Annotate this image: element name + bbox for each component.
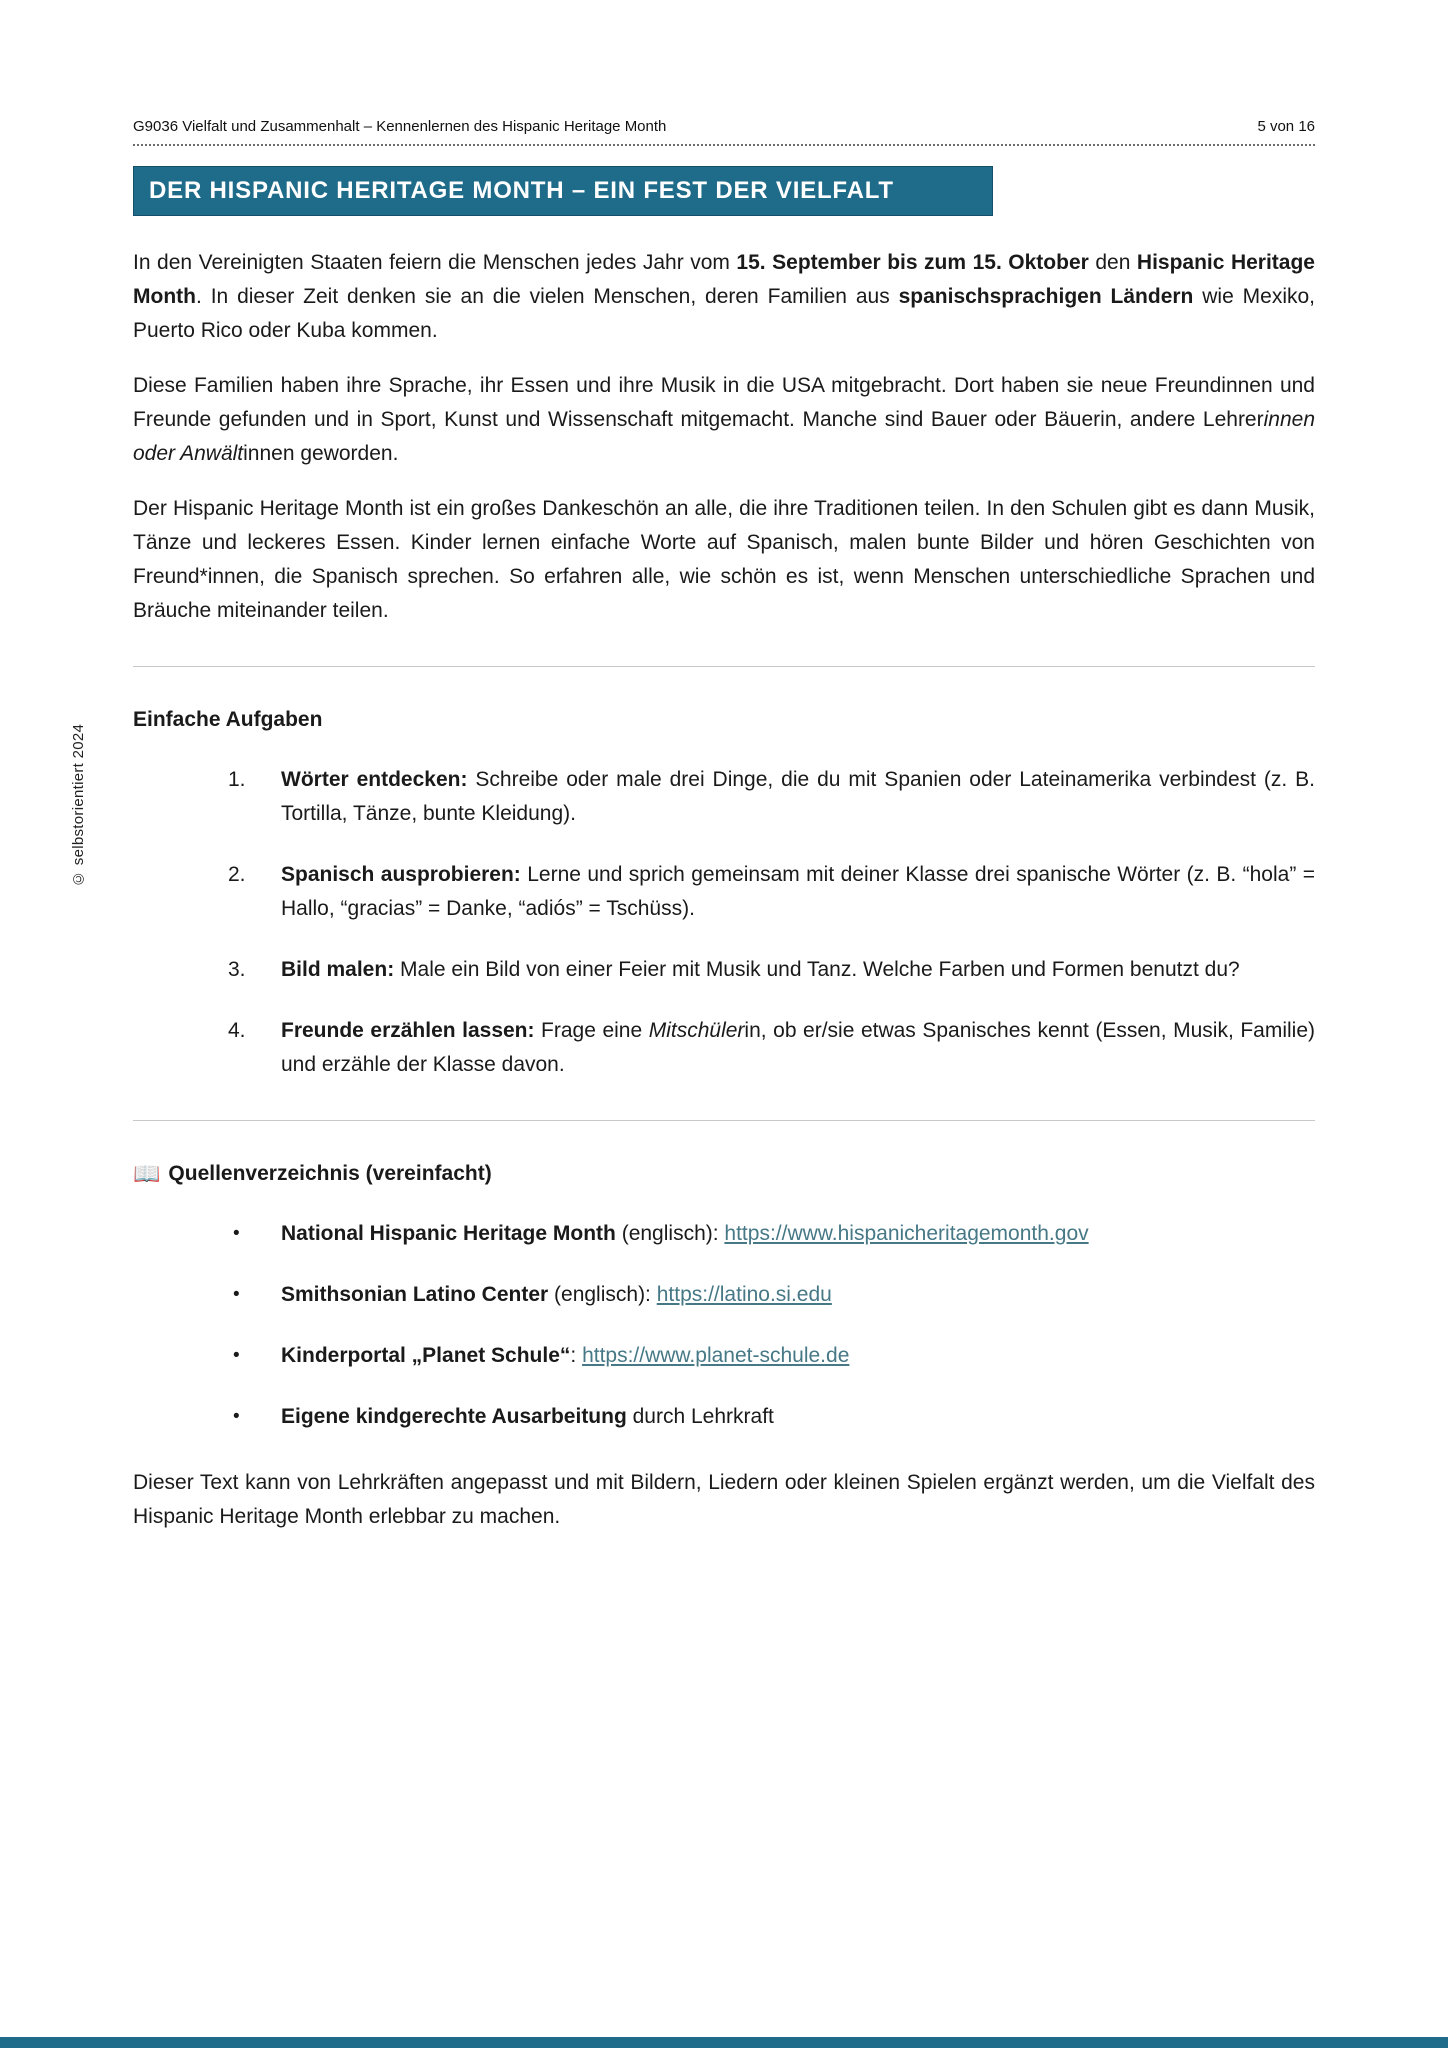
text-segment: 15. September bis zum 15. Oktober bbox=[736, 251, 1089, 274]
text-segment: Eigene kindgerechte Ausarbeitung bbox=[281, 1405, 627, 1428]
source-item bbox=[133, 1400, 1315, 1434]
task-item bbox=[133, 763, 1315, 831]
text-segment: innen geworden. bbox=[243, 442, 399, 465]
source-link[interactable]: https://latino.si.edu bbox=[656, 1283, 832, 1306]
text-segment: Spanisch ausprobieren: bbox=[281, 863, 521, 886]
text-segment: Kinderportal „Planet Schule“ bbox=[281, 1344, 571, 1367]
tasks-heading-label: Einfache Aufgaben bbox=[133, 708, 323, 731]
source-item bbox=[133, 1278, 1315, 1312]
task-item bbox=[133, 1014, 1315, 1082]
text-segment: Schreibe oder male drei Dinge, die du mit Spanien oder Lateinamerika verbindest (z. B. Tortilla, Tänze, bunte Kleidung). bbox=[281, 768, 1315, 825]
section-divider bbox=[133, 1120, 1315, 1121]
intro-paragraph-2 bbox=[133, 369, 1315, 471]
task-item bbox=[133, 953, 1315, 987]
text-segment: Hispanic Heritage Month bbox=[133, 251, 1315, 308]
intro-paragraph-3 bbox=[133, 492, 1315, 628]
bullet-icon: • bbox=[233, 1223, 240, 1244]
source-item bbox=[133, 1217, 1315, 1251]
text-segment: Bild malen: bbox=[281, 958, 395, 981]
text-segment: Der Hispanic Heritage Month ist ein großes Dankeschön an alle, die ihre Traditionen teilen. In den Schulen gibt es dann Musik, Tänze und leckeres Essen. Kinder lernen einfache Worte auf Spanisch, malen bunte Bilder und hören Geschichten von Freund*innen, die Spanisch sprechen. So erfahren alle, wie schön es ist, wenn Menschen unterschiedliche Sprachen und Bräuche miteinander teilen. bbox=[133, 497, 1315, 622]
closing-paragraph: Dieser Text kann von Lehrkräften angepasst und mit Bildern, Liedern oder kleinen Spielen ergänzt werden, um die Vielfalt des Hispanic Heritage Month erlebbar zu machen. bbox=[133, 1471, 1315, 1528]
running-header bbox=[133, 118, 1315, 146]
task-text bbox=[281, 953, 1315, 987]
text-segment: National Hispanic Heritage Month bbox=[281, 1222, 616, 1245]
page-number: 5 von 16 bbox=[1257, 118, 1315, 135]
bullet-icon: • bbox=[233, 1345, 240, 1366]
bullet-icon: • bbox=[233, 1284, 240, 1305]
sources-heading bbox=[133, 1159, 1315, 1189]
task-text bbox=[281, 763, 1315, 831]
text-segment: den bbox=[1088, 251, 1137, 274]
source-link[interactable]: https://www.hispanicheritagemonth.gov bbox=[724, 1222, 1089, 1245]
text-segment: spanischsprachigen Ländern bbox=[898, 285, 1194, 308]
task-number: 3. bbox=[228, 958, 246, 981]
task-item bbox=[133, 858, 1315, 926]
page-title: DER HISPANIC HERITAGE MONTH – EIN FEST DER VIELFALT bbox=[133, 166, 993, 216]
task-number: 1. bbox=[228, 768, 246, 791]
text-segment: Frage eine bbox=[534, 1019, 649, 1042]
section-divider bbox=[133, 666, 1315, 667]
text-segment: (englisch): bbox=[615, 1222, 725, 1245]
sources-heading-label: Quellenverzeichnis (vereinfacht) bbox=[168, 1162, 492, 1185]
bullet-icon: • bbox=[233, 1406, 240, 1427]
tasks-list bbox=[133, 763, 1315, 1082]
intro-paragraph-1 bbox=[133, 246, 1315, 348]
copyright-vertical-text: © selbstorientiert 2024 bbox=[70, 723, 87, 887]
source-text bbox=[281, 1217, 1315, 1251]
task-number: 2. bbox=[228, 863, 246, 886]
text-segment: in, ob er/sie etwas Spanisches kennt (Essen, Musik, Familie) und erzähle der Klasse davon. bbox=[281, 1019, 1315, 1076]
text-segment: Wörter entdecken: bbox=[281, 768, 468, 791]
text-segment: Male ein Bild von einer Feier mit Musik und Tanz. Welche Farben und Formen benutzt du? bbox=[394, 958, 1240, 981]
text-segment: Mitschüler bbox=[648, 1019, 745, 1042]
text-segment: (englisch): bbox=[548, 1283, 657, 1306]
text-segment: Diese Familien haben ihre Sprache, ihr Essen und ihre Musik in die USA mitgebracht. Dort haben sie neue Freundinnen und Freunde gefunden und in Sport, Kunst und Wissenschaft mitgemacht. Manche sind Bauer oder Bäuerin, andere Lehrer bbox=[133, 374, 1315, 431]
text-segment: : bbox=[570, 1344, 583, 1367]
source-link[interactable]: https://www.planet-schule.de bbox=[582, 1344, 850, 1367]
text-segment: wie Mexiko, Puerto Rico oder Kuba kommen. bbox=[133, 285, 1316, 342]
text-segment: Smithsonian Latino Center bbox=[281, 1283, 549, 1306]
text-segment: . In dieser Zeit denken sie an die vielen Menschen, deren Familien aus bbox=[195, 285, 899, 308]
source-text bbox=[281, 1400, 1315, 1434]
text-segment: Lerne und sprich gemeinsam mit deiner Klasse drei spanische Wörter (z. B. “hola” = Hallo, “gracias” = Danke, “adiós” = Tschüss). bbox=[281, 863, 1315, 920]
open-book-icon: 📖 bbox=[133, 1161, 161, 1186]
task-text bbox=[281, 1014, 1315, 1082]
task-number: 4. bbox=[228, 1019, 246, 1042]
tasks-heading bbox=[133, 705, 1315, 735]
sources-list bbox=[133, 1217, 1315, 1434]
page-footer-bar bbox=[0, 2037, 1448, 2048]
text-segment: Freunde erzählen lassen: bbox=[281, 1019, 535, 1042]
source-item bbox=[133, 1339, 1315, 1373]
source-text bbox=[281, 1278, 1315, 1312]
task-text bbox=[281, 858, 1315, 926]
text-segment: innen oder Anwält bbox=[133, 408, 1315, 465]
text-segment: durch Lehrkraft bbox=[626, 1405, 774, 1428]
running-header-title: G9036 Vielfalt und Zusammenhalt – Kennenlernen des Hispanic Heritage Month bbox=[133, 118, 667, 135]
text-segment: In den Vereinigten Staaten feiern die Menschen jedes Jahr vom bbox=[133, 251, 737, 274]
source-text bbox=[281, 1339, 1315, 1373]
